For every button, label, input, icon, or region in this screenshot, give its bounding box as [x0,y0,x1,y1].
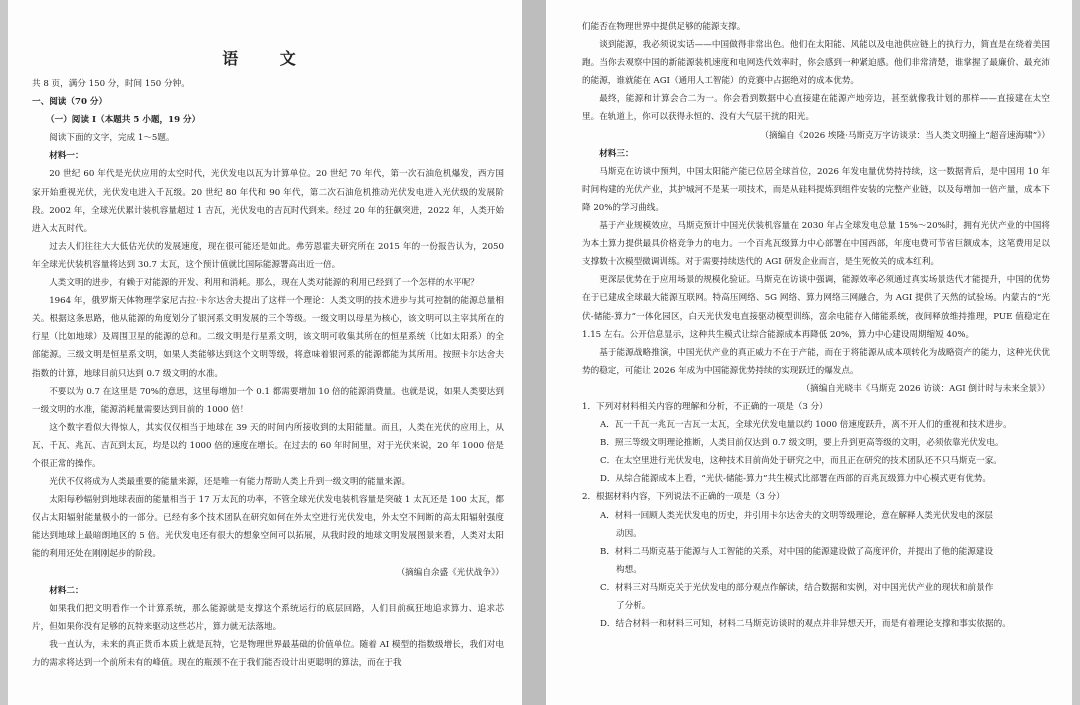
material-1-source: （摘编自余盛《光伏战争》） [396,567,504,578]
right-page [546,0,1072,705]
material-1-paragraph: 过去人们往往大大低估光伏的发展速度，现在很可能还是如此。弗劳恩霍夫研究所在 2015 年的一份报告认为，2050 年全球光伏装机容量将达到 30.7 太瓦，这个预计值就比国际能源署高出近一倍。 [32,241,504,270]
material-3-paragraph: 马斯克在访谈中预判，中国太阳能产能已位居全球首位，2026 年发电量优势持持续，这一数据背后，是中国用 10 年时间构建的光伏产业，其护城河不是某一项技术，而是从硅料提炼到组件安装的完整产业链，以及每增加一倍产量，成本下降 20%的学习曲线。 [582,166,1050,213]
material-1-paragraph: 人类文明的进步，有赖于对能源的开发、利用和消耗。那么，现在人类对能源的利用已经到了一个怎样的水平呢？ [49,278,479,289]
question-1-option-c: C．在太空里进行光伏发电，这种技术目前尚处于研究之中，而且正在研究的技术团队还不只马斯克一家。 [600,456,1002,467]
material-2-paragraph: 如果我们把文明看作一个计算系统，那么能源就是支撑这个系统运行的底层回路，人们目前疯狂地追求算力、追求芯片，但如果你没有足够的瓦特来驱动这些芯片，算力就无法落地。 [32,603,504,632]
material-1-label: 材料一： [49,151,84,162]
question-1: 1．下列对材料相关内容的理解和分析，不正确的一项是（3 分） [582,401,828,412]
page-title: 语 文 [222,49,314,68]
material-1-paragraph: 20 世纪 60 年代是光伏应用的太空时代，光伏发电以瓦为计算单位。20 世纪 70 年代，第一次石油危机爆发，西方国家开始重视光伏，光伏发电进入千瓦级。20 世纪 80 年代和 90 年代，第二次石油危机推动光伏发电进入光伏级的发展阶段。2002 年，全球光伏累计装机容量超过 1 吉瓦，光伏发电的吉瓦时代到来。经过 20 年的狂飙突进，2022 年，人类开始进入太瓦时代。 [32,169,504,234]
left-page [8,0,522,705]
material-2-label: 材料二： [49,585,84,596]
material-1-paragraph: 这个数字看似大得惊人，其实仅仅相当于地球在 39 天的时间内所接收到的太阳能量。而且，人类在光伏的应用上，从瓦、千瓦、兆瓦、吉瓦到太瓦，均是以约 1000 倍的速度在增长。在过去的 60 年时间里，对于光伏来说，20 年 1000 倍是个很正常的操作。 [32,422,504,469]
question-2-option-b-cont: 构想。 [616,564,642,575]
section-heading: 一、阅读（70 分） [32,97,108,108]
material-1-paragraph: 太阳每秒辐射到地球表面的能量相当于 17 万太瓦的功率，不管全球光伏发电装机容量是突破 1 太瓦还是 100 太瓦，都仅占太阳辐射能量极小的一部分。已经有多个技术团队在研究如何在外太空进行光伏发电，外太空不间断的高太阳辐射强度能达到地球上最暗朗地区的 5 倍。光伏发电还有很大的想象空间可以拓展，从我时段的地球文明发展图景来看，人类对太阳能的利用还处在刚刚起步的阶段。 [32,495,504,560]
material-1-paragraph: 光伏不仅将成为人类最重要的能量来源，还是唯一有能力帮助人类上升到一级文明的能量来源。 [49,477,411,488]
question-2-option-a-cont: 动因。 [616,528,642,539]
question-2-option-b: B．材料二马斯克基于能源与人工智能的关系，对中国的能源建设做了高度评价，并提出了他的能源建设 [600,546,994,557]
question-1-option-d: D．从综合能源成本上看，“光伏-储能-算力”共生模式比部署在西部的百兆瓦级算力中心模式更有优势。 [600,474,992,485]
exam-meta: 共 8 页，满分 150 分，时间 150 分钟。 [32,79,190,89]
material-1-paragraph: 不要以为 0.7 在这里是 70%的意思，这里每增加一个 0.1 都需要增加 10 倍的能源消费量。也就是说，如果人类要达到一级文明的水准，能源消耗量需要达到目前的 1000 倍！ [32,386,504,415]
material-3-paragraph: 基于产业规模效应，马斯克预计中国光伏装机容量在 2030 年占全球发电总量 15%～20%时，拥有光伏产业的中国将为本土算力提供最具价格竞争力的电力。一个百兆瓦级算力中心部署在中国西部，年度电费可节省巨额成本，这笔费用足以支撑数十次模型微调训练。对于需要持续迭代的 AGI 研发企业而言，是生死攸关的成本红利。 [582,221,1050,268]
continued-line: 们能否在物理世界中提供足够的能源支撑。 [582,22,746,32]
question-2: 2．根据材料内容，下列说法不正确的一项是（3 分） [582,492,785,503]
material-2-paragraph: 我一直认为，未来的真正货币本质上就是瓦特，它是物理世界最基础的价值单位。随着 AI 模型的指数级增长，我们对电力的需求将达到一个前所未有的峰值。现在的瓶颈不在于我们能否设计出更聪明的算法，而在于我 [32,639,504,668]
left-page-content [8,0,522,672]
page-gap [522,0,546,705]
right-page-content [546,0,1072,633]
question-2-option-c-cont: 了分析。 [616,601,651,611]
question-1-option-b: B．照三等级文明理论推断，人类目前仅达到 0.7 级文明，要上升到更高等级的文明，必须依靠光伏发电。 [600,438,1004,449]
material-2-paragraph: 谈到能源，我必须说实话——中国做得非常出色。他们在太阳能、风能以及电池供应链上的执行力，简直是在绕着美国跑。当你去观察中国的新能源装机速度和电网迭代效率时，你会感到一种紧迫感。他们非常清楚，谁掌握了最廉价、最充沛的能源，谁就能在 AGI（通用人工智能）的竞赛中占据绝对的成本优势。 [582,40,1050,87]
subsection-heading: （一）阅读 I（本题共 5 小题，19 分） [46,115,201,126]
instruction: 阅读下面的文字，完成 1～5题。 [49,133,175,144]
material-3-paragraph: 更深层优势在于应用场景的规模化验证。马斯克在访谈中强调，能源效率必须通过真实场景迭代才能提升，中国的优势在于已建成全球最大能源互联网。特高压网络、5G 网络、算力网络三网融合，为 AGI 提供了天然的试验场。内蒙古的“光伏-储能-算力”一体化园区，白天光伏发电直接驱动模型训练，富余电能存入储能系统，夜间释放维持推理，PUE 值稳定在 1.15 左右。公开信息显示，这种共生模式让综合能源成本再降低 20%，算力中心建设周期缩短 40%。 [582,275,1050,340]
material-2-paragraph: 最终，能源和计算会合二为一。你会看到数据中心直接建在能源产地旁边，甚至就像我计划的那样——直接建在太空里。在轨道上，你可以获得永恒的、没有大气层干扰的阳光。 [582,94,1050,123]
question-2-option-c: C．材料三对马斯克关于光伏发电的部分观点作解读，结合数据和实例，对中国光伏产业的现状和前景作 [600,582,994,593]
material-1-paragraph: 1964 年，俄罗斯天体物理学家尼古拉·卡尔达舍夫提出了这样一个理论：人类文明的技术进步与其可控制的能源总量相关。根据这条思路，他从能源的角度划分了银河系文明发展的三个等级。一级文明以母星为核心，该文明可以主宰其所在的行星（比如地球）及周围卫星的能源的总和。二级文明是行星系文明，该文明可收集其所在的恒星系统（比如太阳系）的全部能源。三级文明是恒星系文明，如果人类能够达到这个文明等级，将意味着银河系的能源都能为其所用。按照卡尔达舍夫指数的计算，地球目前只达到 0.7 级文明的水准。 [32,296,504,379]
material-3-label: 材料三： [599,148,634,159]
material-2-source: （摘编自《2026 埃隆·马斯克万字访谈录：当人类文明撞上“超音速海啸”》） [760,130,1050,141]
question-1-option-a: A．瓦一千瓦一兆瓦一吉瓦一太瓦，全球光伏发电量以约 1000 倍速度跃升，离不开人们的重视和技术进步。 [600,420,1012,431]
question-2-option-a: A．材料一回顾人类光伏发电的历史，并引用卡尔达舍夫的文明等级理论，意在解释人类光伏发电的深层 [600,510,993,521]
material-3-paragraph: 基于能源战略推演，中国光伏产业的真正威力不在于产能，而在于将能源从成本项转化为战略资产的能力，这种光伏优势的稳定，可能让 2026 年成为中国能源优势持续的实现跃迁的爆发点。 [582,347,1050,376]
material-3-source: （摘编自光晓丰《马斯克 2026 访谈：AGI 倒计时与未来全景》） [801,383,1050,394]
question-2-option-d: D．结合材料一和材料三可知，材料二马斯克访谈时的观点并非异想天开，而是有着理论支撑和事实依据的。 [600,619,1011,630]
